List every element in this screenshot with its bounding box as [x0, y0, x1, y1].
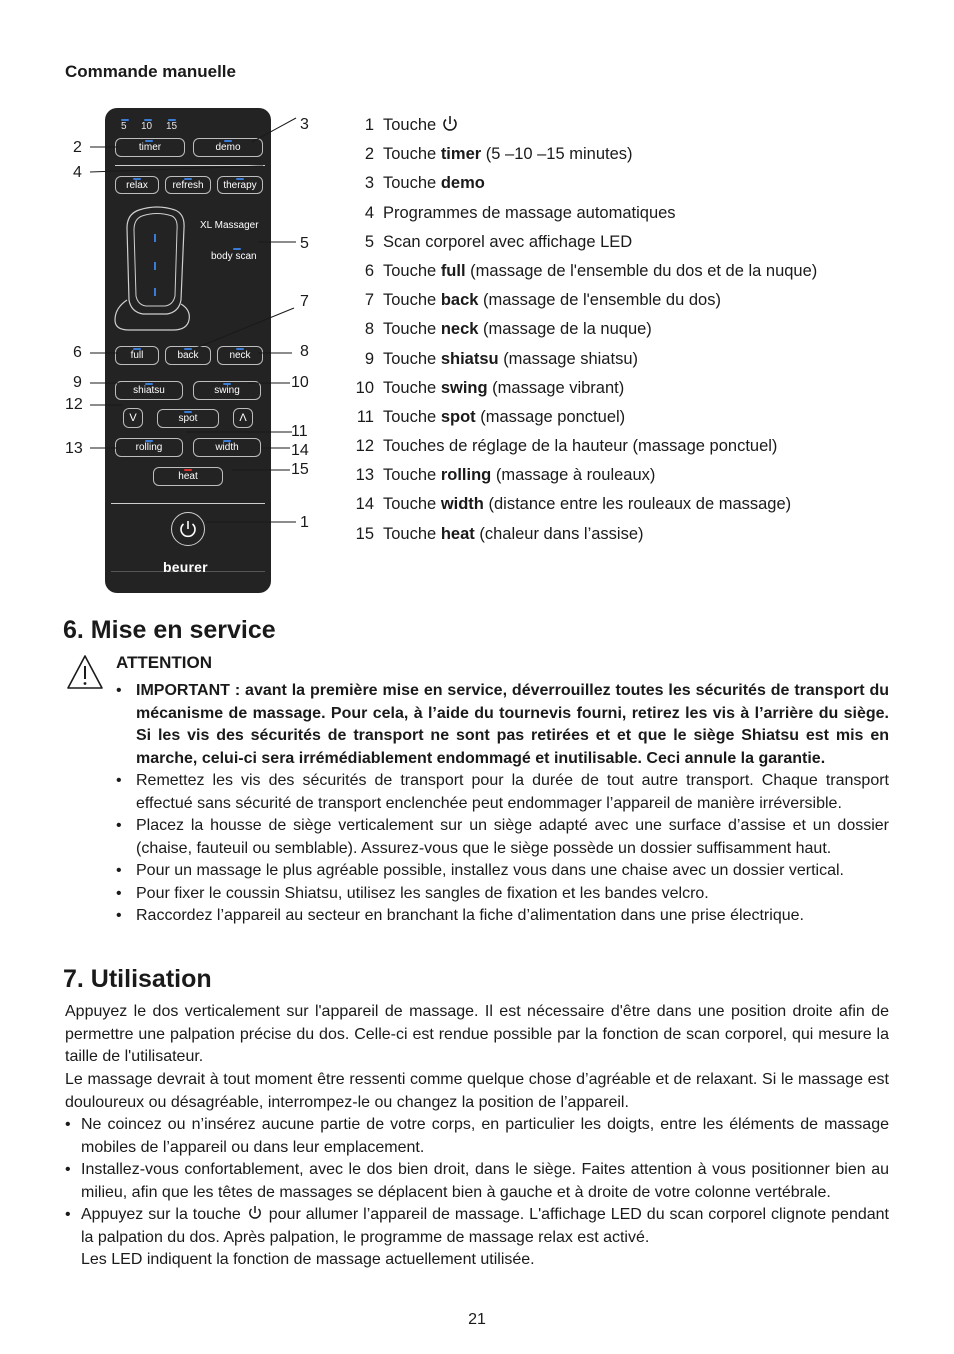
- legend-text-post: (chaleur dans l’assise): [479, 524, 644, 543]
- legend-item: [345, 434, 905, 463]
- bullet-dot: •: [116, 907, 122, 924]
- legend-number: 6: [364, 261, 374, 280]
- legend-item: [345, 230, 905, 259]
- bullet-text: Remettez les vis des sécurités de transport pour la durée de tout autre transport. Chaque transport effectué sans sécurité de transport enclenchée peut endommager l’appareil de manière irréversible.: [136, 772, 889, 812]
- width-button[interactable]: width: [193, 438, 261, 457]
- xl-massager-label: XL Massager: [200, 220, 259, 231]
- legend-text-pre: Touches de réglage de la hauteur (massage ponctuel): [383, 437, 778, 456]
- attention-label: ATTENTION: [116, 653, 213, 672]
- legend-item: [345, 376, 905, 405]
- legend-item: [345, 492, 905, 521]
- height-up-button[interactable]: Λ: [233, 408, 253, 428]
- therapy-button[interactable]: therapy: [217, 176, 263, 194]
- legend-item: [345, 142, 905, 171]
- neck-button[interactable]: neck: [217, 346, 263, 365]
- bullet-text: Pour un massage le plus agréable possible, installez vous dans une chaise avec un dossier vertical.: [136, 862, 844, 879]
- legend-text-pre: Touche: [383, 145, 437, 164]
- legend-number: 14: [355, 495, 374, 514]
- bullet-dot: •: [116, 862, 122, 879]
- heat-button[interactable]: heat: [153, 467, 223, 486]
- legend-text: [383, 230, 632, 254]
- section-7-bullets: [65, 1114, 889, 1272]
- legend-text: [383, 317, 652, 341]
- legend-text-pre: Touche: [383, 524, 437, 543]
- legend-key-name: swing: [440, 378, 488, 397]
- rolling-button[interactable]: rolling: [115, 438, 183, 457]
- legend-key-name: full: [440, 261, 466, 280]
- legend-number: 11: [356, 407, 374, 426]
- legend-list: [345, 113, 905, 551]
- relax-button[interactable]: relax: [115, 176, 159, 194]
- list-item: [114, 815, 889, 860]
- legend-item: [345, 347, 905, 376]
- legend-key-name: spot: [440, 407, 476, 426]
- shiatsu-button[interactable]: shiatsu: [115, 381, 183, 400]
- legend-text-pre: Touche: [383, 466, 437, 485]
- callout-3: 3: [300, 116, 309, 133]
- legend-text-post: (massage de l'ensemble du dos et de la nuque): [470, 261, 818, 280]
- refresh-button[interactable]: refresh: [165, 176, 211, 194]
- callout-11: 11: [291, 423, 308, 440]
- bullet-dot: •: [116, 772, 122, 789]
- timer-led-15: 15: [166, 121, 178, 132]
- legend-text-pre: Touche: [383, 116, 437, 134]
- callout-6: 6: [73, 344, 82, 361]
- list-item: [114, 905, 889, 928]
- legend-key-name: width: [440, 495, 484, 514]
- list-item: • Installez-vous confortablement, avec le dos bien droit, dans le siège. Faites attention à vous positionner bien au milieu, afin que les têtes de massages se déplacent bien à gauche et à droite de votre colonne vertébrale.: [65, 1161, 889, 1201]
- list-item: • Appuyez sur la touche pour allumer l’appareil de massage. L'affichage LED du scan corporel clignote pendant la palpation du dos. Après palpation, le programme de massage relax est activé. Les LED indiquent la fonction de massage actuellement utilisée.: [65, 1206, 889, 1268]
- callout-5: 5: [300, 235, 309, 252]
- timer-led-10: 10: [141, 121, 153, 132]
- legend-text-pre: Touche: [383, 320, 437, 339]
- page-number: 21: [468, 1311, 486, 1328]
- list-item: • Ne coincez ou n’insérez aucune partie de votre corps, en particulier les doigts, entre les éléments de massage mobiles de l’appareil ou dans leur emplacement.: [65, 1116, 889, 1156]
- bullet-dot: •: [116, 817, 122, 834]
- list-item: [114, 770, 889, 815]
- legend-number: 10: [355, 378, 374, 397]
- legend-item: [345, 522, 905, 551]
- legend-text-pre: Programmes de massage automatiques: [383, 203, 676, 222]
- legend-text-post: (massage ponctuel): [480, 407, 626, 426]
- legend-item: [345, 405, 905, 434]
- list-item: [114, 883, 889, 906]
- legend-text: [383, 463, 655, 487]
- legend-number: 8: [364, 320, 374, 339]
- legend-number: 5: [364, 232, 374, 251]
- legend-text-post: (5 –10 –15 minutes): [485, 145, 633, 164]
- callout-4: 4: [73, 164, 82, 181]
- height-down-button[interactable]: V: [123, 408, 143, 428]
- legend-number: 13: [355, 466, 374, 485]
- power-icon: [440, 114, 460, 134]
- brand-logo: beurer: [163, 559, 208, 575]
- legend-number: 1: [364, 116, 374, 134]
- legend-text-pre: Touche: [383, 495, 437, 514]
- legend-text-pre: Touche: [383, 174, 437, 193]
- bullet-text-bold: IMPORTANT : avant la première mise en service, déverrouillez toutes les sécurités de transport du mécanisme de massage. Pour cela, à l’aide du tournevis fourni, retirez les vis à l’arrière du siège. Si les vis des sécurités de transport ne sont pas retirées et et que le siège Shiatsu est mis en marche, celui-ci sera irrémédiablement endommagé et inutilisable. Ceci annule la garantie.: [136, 682, 889, 767]
- callout-2: 2: [73, 139, 82, 156]
- callout-12: 12: [65, 396, 83, 413]
- legend-text-pre: Touche: [383, 407, 437, 426]
- legend-text-post: (massage de la nuque): [483, 320, 652, 339]
- section-6-heading: 6. Mise en service: [63, 616, 276, 644]
- legend-text: [383, 492, 791, 516]
- legend-key-name: heat: [440, 524, 475, 543]
- legend-item: [345, 113, 905, 142]
- callout-15: 15: [291, 461, 309, 478]
- legend-text: [383, 405, 625, 429]
- timer-led-5: 5: [121, 121, 127, 132]
- legend-text: [383, 376, 624, 400]
- legend-number: 12: [355, 437, 374, 456]
- legend-text-post: (massage à rouleaux): [495, 466, 656, 485]
- legend-text-pre: Touche: [383, 261, 437, 280]
- legend-text: [383, 434, 777, 458]
- legend-text: [383, 522, 644, 546]
- legend-text: [383, 347, 638, 371]
- body-scan-label: body scan: [211, 251, 257, 262]
- legend-item: [345, 288, 905, 317]
- paragraph: Appuyez le dos verticalement sur l'appareil de massage. Il est nécessaire d'être dans une position droite afin de permettre une palpation précise du dos. Celle-ci est rendue possible par la fonction de scan corporel, qui mesure la taille de l'utilisateur.: [65, 1003, 889, 1065]
- callout-14: 14: [291, 442, 309, 459]
- legend-text: [383, 288, 721, 312]
- warning-icon: [66, 654, 104, 690]
- callout-8: 8: [300, 343, 309, 360]
- legend-key-name: rolling: [440, 466, 492, 485]
- bullet-text: Pour fixer le coussin Shiatsu, utilisez les sangles de fixation et les bandes velcro.: [136, 884, 709, 902]
- legend-key-name: back: [440, 291, 479, 310]
- legend-number: 4: [364, 203, 374, 222]
- legend-text-post: (massage vibrant): [492, 378, 625, 397]
- section-7-heading: 7. Utilisation: [63, 965, 212, 993]
- legend-text: [383, 142, 633, 166]
- legend-number: 15: [355, 524, 374, 543]
- bullet-text: Raccordez l’appareil au secteur en branchant la fiche d’alimentation dans une prise électrique.: [136, 907, 804, 924]
- callout-13: 13: [65, 440, 83, 457]
- legend-text-pre: Touche: [383, 378, 437, 397]
- legend-text: [383, 259, 817, 283]
- section-subtitle: Commande manuelle: [65, 62, 236, 81]
- legend-item: [345, 317, 905, 346]
- legend-text-pre: Touche: [383, 349, 437, 368]
- legend-number: 3: [364, 174, 374, 193]
- legend-item: [345, 259, 905, 288]
- legend-text: [383, 201, 676, 225]
- paragraph: Le massage devrait à tout moment être ressenti comme quelque chose d’agréable et de relaxant. Si le massage est douloureux ou désagréable, interrompez-le ou changez la position de l’appareil.: [65, 1071, 889, 1111]
- swing-button[interactable]: swing: [193, 381, 261, 400]
- legend-number: 7: [364, 291, 374, 310]
- bullet-text: Placez la housse de siège verticalement sur un siège adapté avec une surface d’assise et un dossier (chaise, fauteuil ou semblable). Assurez-vous que le siège possède un dossier suffisamment haut.: [136, 817, 889, 857]
- legend-text-pre: Scan corporel avec affichage LED: [383, 232, 633, 251]
- legend-key-name: shiatsu: [440, 349, 499, 368]
- callout-9: 9: [73, 374, 82, 391]
- callout-10: 10: [291, 374, 309, 391]
- legend-item: [345, 201, 905, 230]
- legend-text-post: (distance entre les rouleaux de massage): [488, 495, 792, 514]
- legend-key-name: demo: [440, 174, 485, 193]
- power-icon: [246, 1204, 264, 1222]
- callout-1: 1: [300, 514, 309, 531]
- full-button[interactable]: full: [115, 346, 159, 365]
- list-item: [114, 860, 889, 883]
- callout-7: 7: [300, 293, 309, 310]
- section-6-bullets: [114, 680, 889, 928]
- timer-button[interactable]: timer: [115, 138, 185, 157]
- legend-number: 9: [364, 349, 374, 368]
- legend-item: [345, 463, 905, 492]
- legend-text: [383, 171, 485, 195]
- legend-number: 2: [364, 145, 374, 164]
- legend-key-name: timer: [440, 145, 482, 164]
- legend-item: [345, 171, 905, 200]
- legend-text: [383, 113, 460, 137]
- legend-text-post: (massage de l'ensemble du dos): [483, 291, 721, 310]
- back-button[interactable]: back: [165, 346, 211, 365]
- bullet-dot: •: [116, 884, 122, 902]
- demo-button[interactable]: demo: [193, 138, 263, 157]
- bullet-dot: •: [116, 682, 122, 699]
- legend-text-pre: Touche: [383, 291, 437, 310]
- spot-button[interactable]: spot: [157, 409, 219, 428]
- legend-key-name: neck: [440, 320, 479, 339]
- list-item: [114, 680, 889, 770]
- legend-text-post: (massage shiatsu): [503, 349, 638, 368]
